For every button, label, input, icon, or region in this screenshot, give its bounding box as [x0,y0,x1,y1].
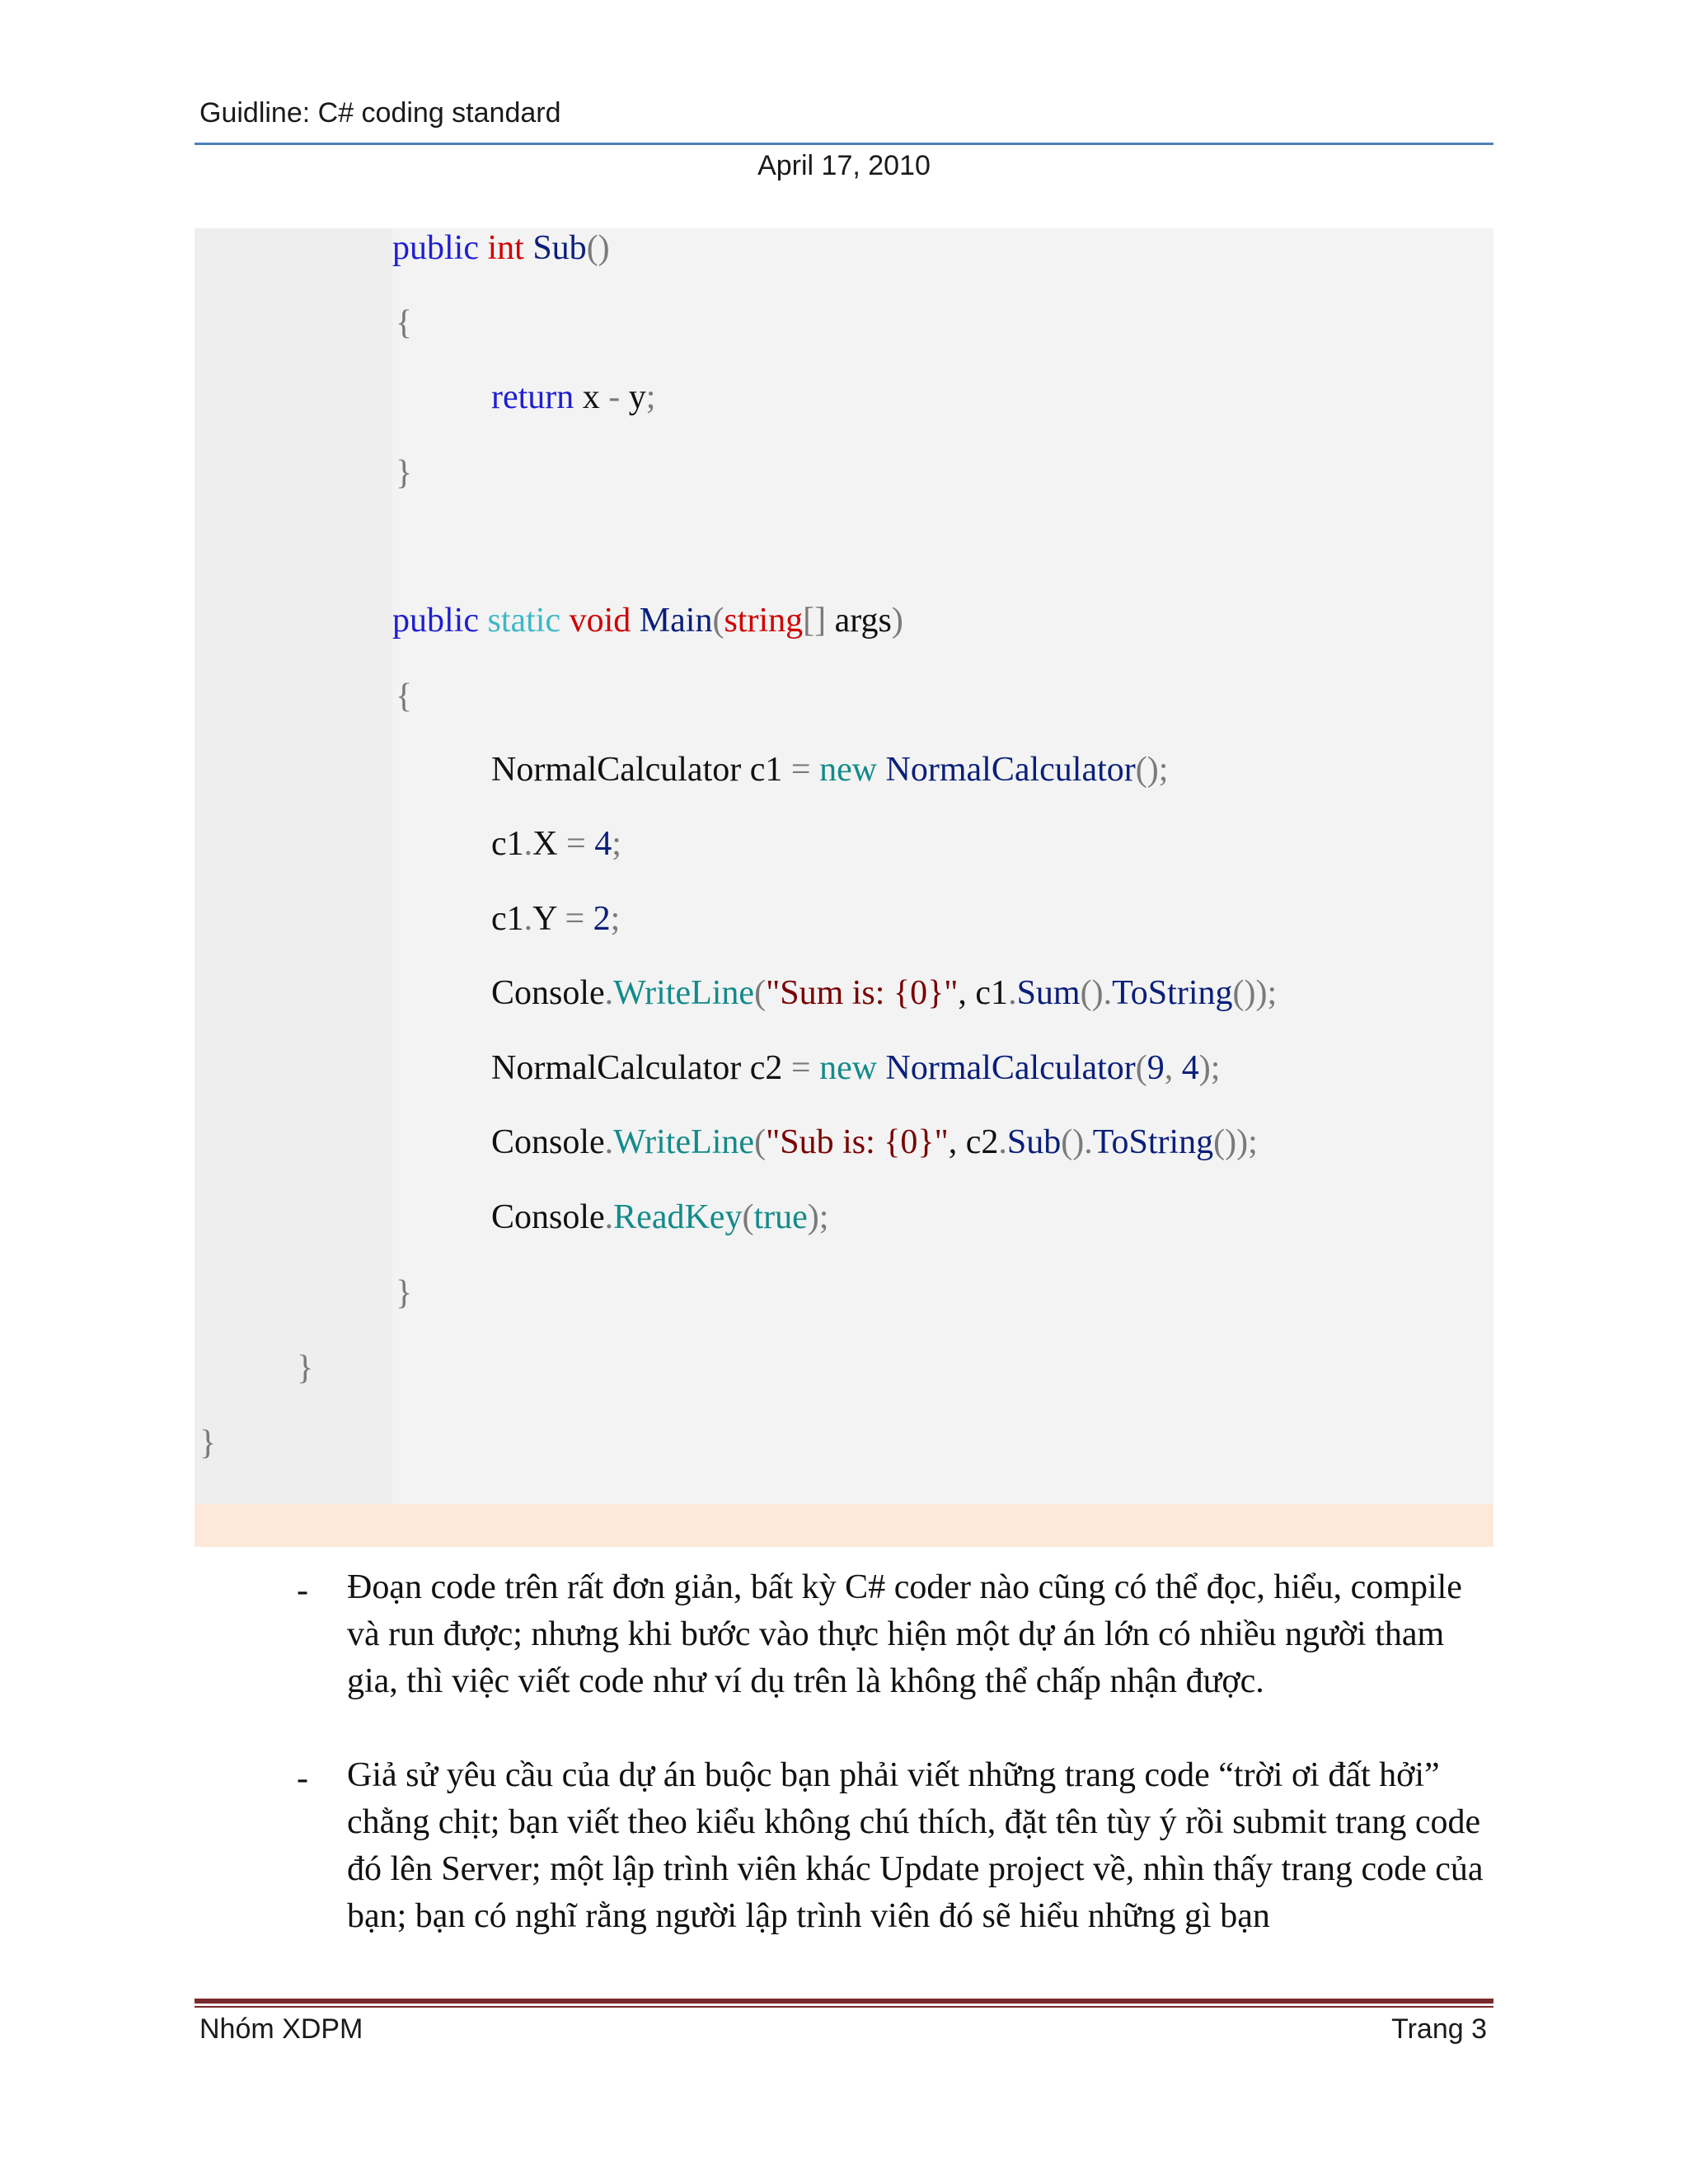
code-line-c1-x: c1.X = 4; [491,825,621,863]
bullet-dash: - [297,1572,308,1610]
code-gutter [195,228,392,1504]
code-line-sub-signature: public int Sub() [392,229,610,267]
bullet-paragraph: Đoạn code trên rất đơn giản, bất kỳ C# coder nào cũng có thể đọc, hiểu, compile và run được; nhưng khi bước vào thực hiện một dự án lớn có nhiều người tham gia, thì việc viết code như ví dụ trên là không thể chấp nhận được. [347,1568,1462,1700]
code-line-close-brace: } [297,1349,314,1387]
code-line-close-brace: } [199,1424,217,1462]
code-line-main-signature: public static void Main(string[] args) [392,602,903,640]
footer-page-number: Trang 3 [1391,2013,1487,2045]
code-block-footer [195,1504,1493,1547]
bullet-paragraph: Giả sử yêu cầu của dự án buộc bạn phải viết những trang code “trời ơi đất hởi” chằng chịt; bạn viết theo kiểu không chú thích, đặt tên tùy ý rồi submit trang code đó lên Server; một lập trình viên khác Update project về, nhìn thấy trang code của bạn; bạn có nghĩ rằng người lập trình viên đó sẽ hiểu những gì bạn [347,1756,1484,1935]
code-line-readkey: Console.ReadKey(true); [491,1198,829,1236]
code-line-writeline-sub: Console.WriteLine("Sub is: {0}", c2.Sub().ToString()); [491,1123,1258,1161]
code-line-new-c1: NormalCalculator c1 = new NormalCalculator(); [491,751,1169,789]
footer-rule [195,1999,1493,2004]
bullet-dash: - [297,1760,308,1797]
code-line-c1-y: c1.Y = 2; [491,900,621,938]
header-title: Guidline: C# coding standard [199,97,561,129]
header-date: April 17, 2010 [757,150,931,181]
code-line-writeline-sum: Console.WriteLine("Sum is: {0}", c1.Sum().ToString()); [491,974,1278,1012]
code-line-open-brace: { [396,677,413,715]
code-line-return: return x - y; [491,378,656,416]
header-rule [195,143,1493,145]
footer-group-name: Nhóm XDPM [199,2013,363,2045]
code-line-close-brace: } [396,454,413,492]
code-line-open-brace: { [396,304,413,342]
footer-rule [195,2006,1493,2008]
code-line-new-c2: NormalCalculator c2 = new NormalCalculator(9, 4); [491,1049,1221,1087]
code-line-close-brace: } [396,1274,413,1312]
